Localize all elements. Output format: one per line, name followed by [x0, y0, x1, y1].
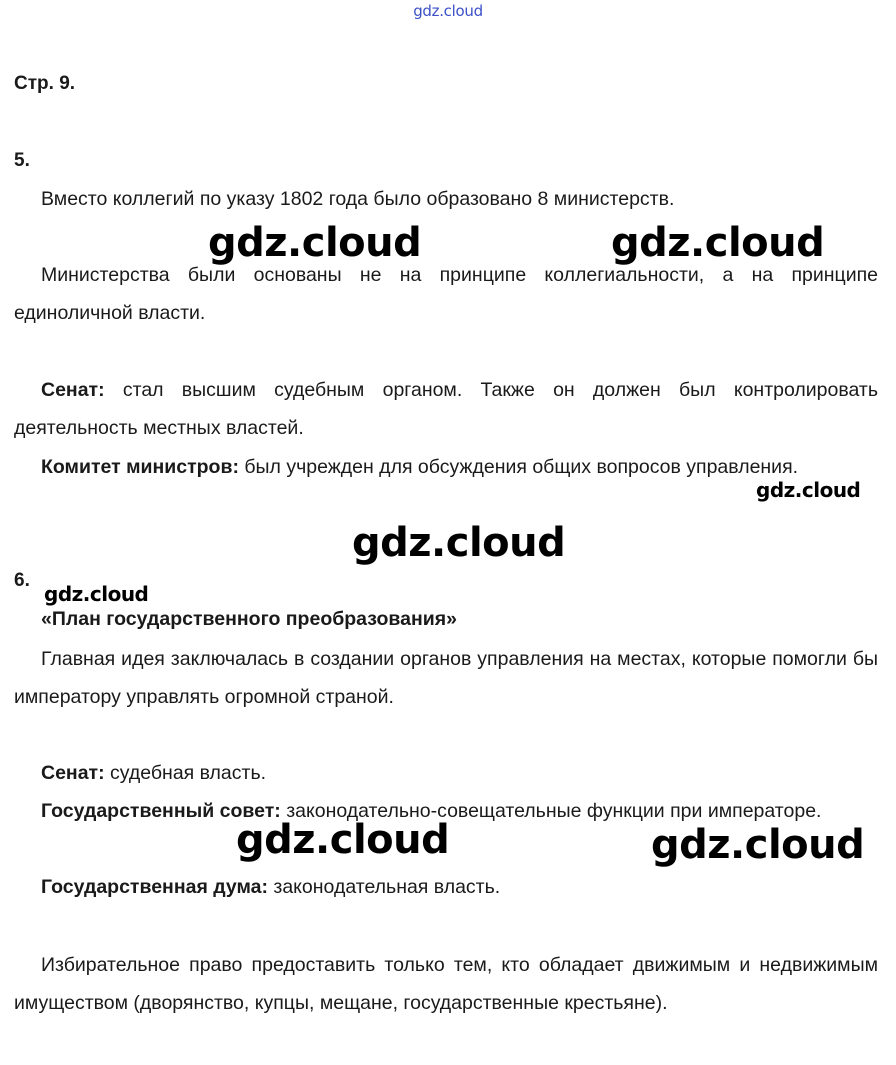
watermark: gdz.cloud	[352, 520, 566, 566]
task5-paragraph-1: Вместо коллегий по указу 1802 года было образовано 8 министерств.	[41, 188, 675, 210]
watermark: gdz.cloud	[44, 582, 149, 606]
page-header: Стр. 9.	[14, 73, 76, 94]
council-text: законодательно-совещательные функции при императоре.	[280, 800, 822, 822]
task5-number: 5.	[14, 150, 30, 171]
task6-senate-line	[41, 761, 266, 785]
task6-number: 6.	[14, 570, 30, 591]
senate-label: Сенат:	[41, 379, 105, 401]
task6-suffrage-paragraph: Избирательное право предоставить только тем, кто обладает движимым и недвижимым имуществом (дворянство, купцы, мещане, государственные крестьяне).	[14, 954, 878, 1014]
committee-text: был учрежден для обсуждения общих вопросов управления.	[238, 456, 799, 478]
senate-label-2: Сенат:	[41, 762, 105, 784]
watermark-top: gdz.cloud	[413, 2, 483, 20]
watermark: gdz.cloud	[208, 220, 422, 266]
plan-title: «План государственного преобразования»	[41, 608, 457, 630]
senate-text-2: судебная власть.	[104, 762, 267, 784]
task5-paragraph-2: Министерства были основаны не на принципе коллегиальности, а на принципе единоличной власти.	[14, 264, 878, 324]
committee-label: Комитет министров:	[41, 456, 239, 478]
council-label: Государственный совет:	[41, 800, 281, 822]
task6-paragraph-1: Главная идея заключалась в создании органов управления на местах, которые помогли бы императору управлять огромной страной.	[14, 648, 878, 708]
duma-text: законодательная власть.	[267, 876, 501, 898]
watermark: gdz.cloud	[651, 822, 865, 868]
watermark: gdz.cloud	[611, 220, 825, 266]
watermark: gdz.cloud	[236, 817, 450, 863]
duma-label: Государственная дума:	[41, 876, 268, 898]
senate-text: стал высшим судебным органом. Также он должен был контролировать деятельность местных властей.	[14, 379, 878, 439]
watermark: gdz.cloud	[756, 478, 861, 502]
task6-duma-line	[41, 875, 500, 899]
task5-committee-paragraph	[14, 448, 878, 486]
task5-senate-paragraph	[14, 371, 878, 447]
